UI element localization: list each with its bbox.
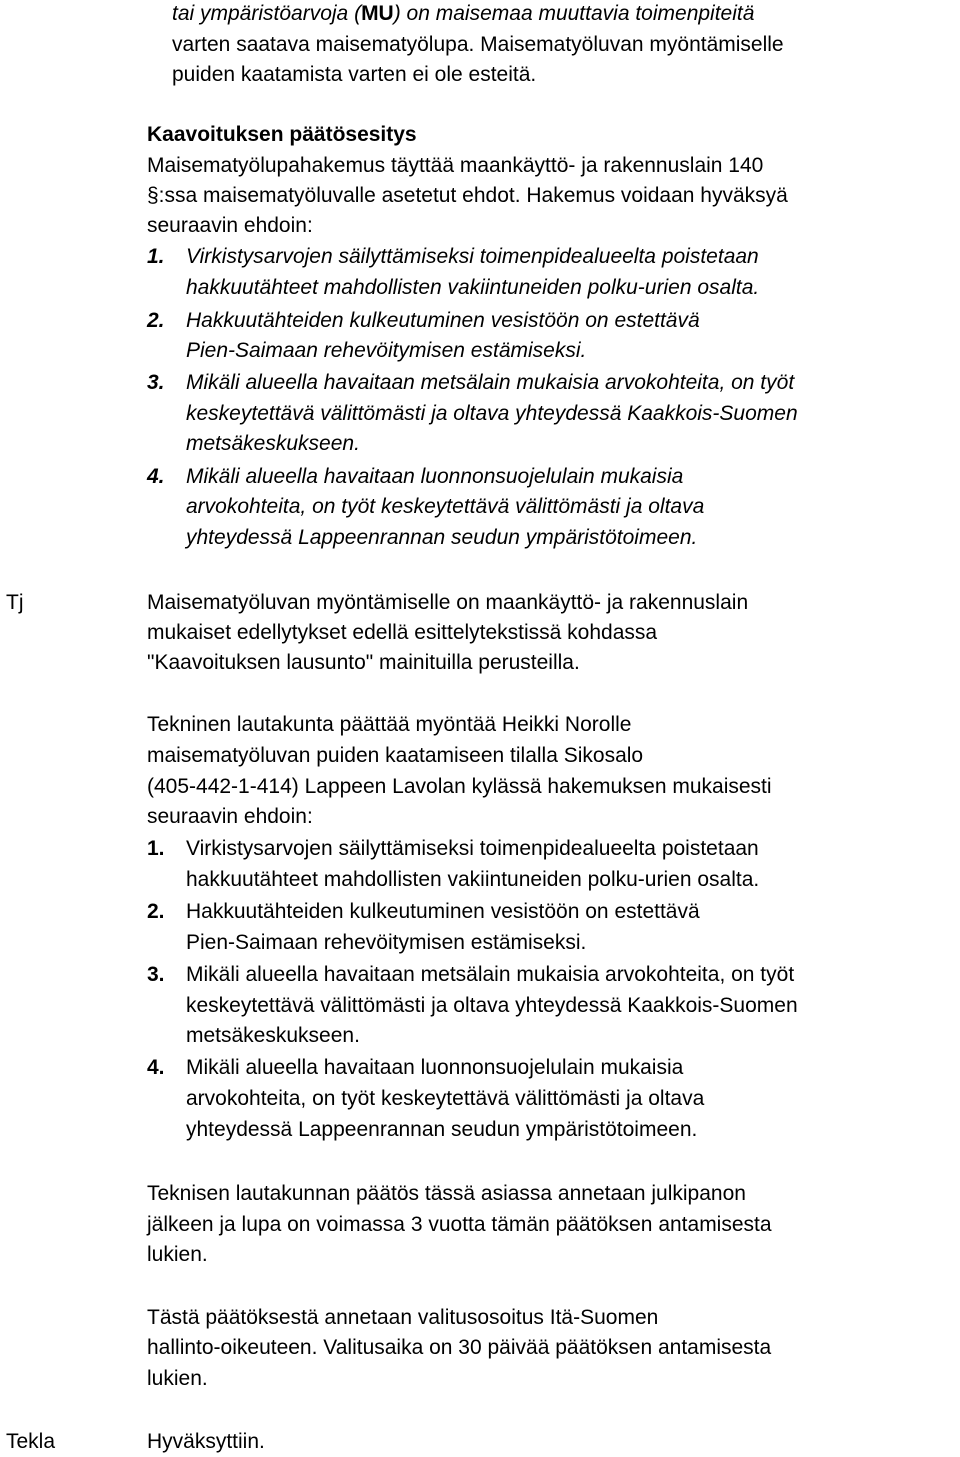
intro-line-1-b: ) on maisemaa muuttavia toimenpiteitä bbox=[393, 2, 755, 25]
tj-para4-line-1: Tästä päätöksestä annetaan valitusosoitus Itä-Suomen bbox=[147, 1306, 659, 1329]
intro-line-1 bbox=[172, 2, 754, 26]
tj-condition-3-line-1: Mikäli alueella havaitaan metsälain mukaisia arvokohteita, on työt bbox=[186, 963, 795, 986]
tj-condition-3-line-2: keskeytettävä välittömästi ja oltava yhteydessä Kaakkois-Suomen bbox=[186, 994, 798, 1017]
zoning-code: MU bbox=[361, 2, 394, 25]
tj-para1-line-2: mukaiset edellytykset edellä esittelytekstissä kohdassa bbox=[147, 621, 658, 644]
proposal-condition-3-line-1: Mikäli alueella havaitaan metsälain mukaisia arvokohteita, on työt bbox=[186, 371, 795, 394]
tj-condition-4-num: 4. bbox=[147, 1056, 165, 1079]
proposal-condition-4-line-2: arvokohteita, on työt keskeytettävä välittömästi ja oltava bbox=[186, 495, 705, 518]
proposal-condition-1-line-1: Virkistysarvojen säilyttämiseksi toimenpidealueelta poistetaan bbox=[186, 245, 759, 268]
tj-condition-2-line-2: Pien-Saimaan rehevöitymisen estämiseksi. bbox=[186, 931, 587, 954]
tj-para2-line-1: Tekninen lautakunta päättää myöntää Heikki Norolle bbox=[147, 713, 632, 736]
tj-para2-line-3: (405-442-1-414) Lappeen Lavolan kylässä hakemuksen mukaisesti bbox=[147, 775, 772, 798]
proposal-heading: Kaavoituksen päätösesitys bbox=[147, 123, 417, 146]
intro-line-2: varten saatava maisematyölupa. Maisematyöluvan myöntämiselle bbox=[172, 33, 784, 56]
proposal-para-line-1: Maisematyölupahakemus täyttää maankäyttö- ja rakennuslain 140 bbox=[147, 154, 764, 177]
intro-line-1-a: tai ympäristöarvoja ( bbox=[172, 2, 362, 25]
proposal-condition-3-line-2: keskeytettävä välittömästi ja oltava yhteydessä Kaakkois-Suomen bbox=[186, 402, 798, 425]
proposal-condition-4-line-3: yhteydessä Lappeenrannan seudun ympäristötoimeen. bbox=[186, 526, 698, 549]
tj-para2-line-2: maisematyöluvan puiden kaatamiseen tilalla Sikosalo bbox=[147, 744, 644, 767]
tj-para3-line-1: Teknisen lautakunnan päätös tässä asiassa annetaan julkipanon bbox=[147, 1182, 746, 1205]
tj-condition-4-line-1: Mikäli alueella havaitaan luonnonsuojelulain mukaisia bbox=[186, 1056, 684, 1079]
proposal-para-line-2: §:ssa maisematyöluvalle asetetut ehdot. Hakemus voidaan hyväksyä bbox=[147, 184, 788, 207]
tj-para1-line-1: Maisematyöluvan myöntämiselle on maankäyttö- ja rakennuslain bbox=[147, 591, 749, 614]
tj-condition-1-num: 1. bbox=[147, 837, 165, 860]
tj-condition-4-line-3: yhteydessä Lappeenrannan seudun ympäristötoimeen. bbox=[186, 1118, 698, 1141]
proposal-condition-2-num: 2. bbox=[147, 309, 165, 332]
tj-condition-4-line-2: arvokohteita, on työt keskeytettävä välittömästi ja oltava bbox=[186, 1087, 705, 1110]
proposal-condition-2-line-2: Pien-Saimaan rehevöitymisen estämiseksi. bbox=[186, 339, 587, 362]
proposal-condition-2-line-1: Hakkuutähteiden kulkeutuminen vesistöön on estettävä bbox=[186, 309, 700, 332]
tj-para1-line-3: "Kaavoituksen lausunto" mainituilla perusteilla. bbox=[147, 651, 580, 674]
tekla-decision: Hyväksyttiin. bbox=[147, 1430, 265, 1453]
proposal-condition-4-num: 4. bbox=[147, 465, 165, 488]
tj-condition-3-num: 3. bbox=[147, 963, 165, 986]
tj-condition-1-line-1: Virkistysarvojen säilyttämiseksi toimenpidealueelta poistetaan bbox=[186, 837, 759, 860]
proposal-condition-1-num: 1. bbox=[147, 245, 165, 268]
proposal-condition-3-num: 3. bbox=[147, 371, 165, 394]
tekla-label: Tekla bbox=[6, 1430, 56, 1453]
proposal-para-line-3: seuraavin ehdoin: bbox=[147, 214, 313, 237]
tj-condition-2-num: 2. bbox=[147, 900, 165, 923]
proposal-condition-1-line-2: hakkuutähteet mahdollisten vakiintuneiden polku-urien osalta. bbox=[186, 276, 760, 299]
tj-para2-line-4: seuraavin ehdoin: bbox=[147, 805, 313, 828]
proposal-condition-3-line-3: metsäkeskukseen. bbox=[186, 432, 360, 455]
proposal-condition-4-line-1: Mikäli alueella havaitaan luonnonsuojelulain mukaisia bbox=[186, 465, 684, 488]
tj-para3-line-2: jälkeen ja lupa on voimassa 3 vuotta tämän päätöksen antamisesta bbox=[147, 1213, 772, 1236]
tj-condition-3-line-3: metsäkeskukseen. bbox=[186, 1024, 360, 1047]
tj-para4-line-2: hallinto-oikeuteen. Valitusaika on 30 päivää päätöksen antamisesta bbox=[147, 1336, 772, 1359]
tj-para4-line-3: lukien. bbox=[147, 1367, 208, 1390]
tj-para3-line-3: lukien. bbox=[147, 1243, 208, 1266]
tj-label: Tj bbox=[6, 591, 24, 614]
tj-condition-2-line-1: Hakkuutähteiden kulkeutuminen vesistöön on estettävä bbox=[186, 900, 700, 923]
tj-condition-1-line-2: hakkuutähteet mahdollisten vakiintuneiden polku-urien osalta. bbox=[186, 868, 760, 891]
intro-line-3: puiden kaatamista varten ei ole esteitä. bbox=[172, 63, 537, 86]
